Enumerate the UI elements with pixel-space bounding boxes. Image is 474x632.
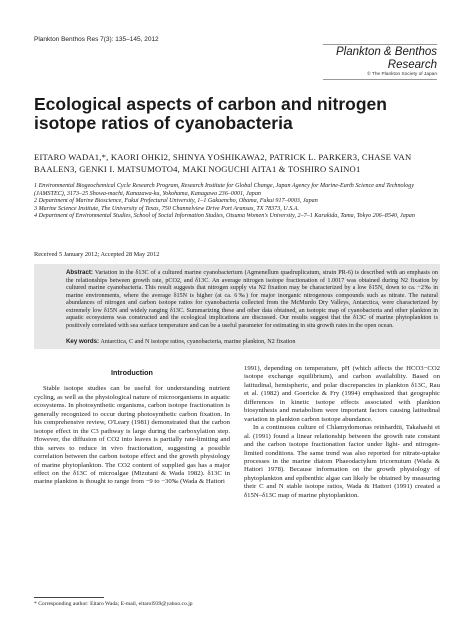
author-list: EITARO WADA1,*, KAORI OHKI2, SHINYA YOSHIKAWA2, PATRICK L. PARKER3, CHASE VAN BAALEN3, GENKI I. MATSUMOTO4, MAKI NOGUCHI AITA1 & TOSHIRO SAINO1 [34,152,412,174]
received-dates: Received 5 January 2012; Accepted 28 May 2012 [34,251,160,258]
corresponding-author-footnote: * Corresponding author: Eitaro Wada; E-mail, eitarol939@yahoo.co.jp [34,601,193,607]
footnote-divider [34,597,104,598]
journal-logo-box [323,44,437,80]
affiliation-3: 3 Marine Science Institute, The University of Texas, 750 Channelview Drive Port Aransas, TX 78373, U.S.A. [34,205,300,212]
abstract [66,269,438,330]
keywords-body: Antarctica, C and N isotope ratios, cyanobacteria, marine plankton, N2 fixation [100,339,296,345]
right-paragraph-1: 1991), depending on temperature, pH (which affects the HCO3−CO2 isotope exchange equilibrium), and carbon availability. Based on latitudinal, hemispheric, and polar discrepancies in plankton δ13C, Rau et al. (1982) and Goericke & Fry (1994) emphasized that geographic differences in kinetic isotope effects associated with plankton biosynthesis and metabolism were important factors causing latitudinal variation in plankton carbon isotope abundance. [244,365,440,423]
running-head: Plankton Benthos Res 7(3): 135–145, 2012 [34,36,159,43]
journal-name-line1: Plankton & Benthos [335,46,437,58]
journal-copyright: © The Plankton Society of Japan [367,72,437,77]
intro-paragraph-1: Stable isotope studies can be useful for understanding nutrient cycling, as well as the physiological nature of microorganisms in aquatic ecosystems. In photosynthetic organisms, carbon isotope fractionation is generally recognized to occur during photosynthetic carbon fixation. In his comprehensive review, O'Leary (1981) demonstrated that the carbon isotope effect in the C3 pathway is large during the carboxylation step. However, the diffusion of CO2 into leaves is partially rate-limiting and this serves to reduce in vivo fractionation, suggesting a possible correlation between the carbon isotope effect and the growth physiology of marine phytoplankton. The CO2 content of supplied gas has a major effect on the δ13C of microalgae (Mizutani & Wada 1982). δ13C in marine plankton is thought to range from −9 to −30‰ (Wada & Hattori [34,385,230,486]
affiliations [34,183,444,221]
abstract-body: Variation in the δ13C of a cultured marine cyanobacterium (Agmenellum quadruplicatum, strain PR-6) is described with an emphasis on the relationships between growth rate, pCO2, and δ13C. An average nitrogen isotope fractionation of 1.0017 was obtained during N2 fixation by cultured marine cyanobacteria. This result suggests that nitrogen supply via N2 fixation may be characterized by a low δ15N, down to ca. −2‰ in marine environments, where the average δ15N is higher (at ca. 6‰) for major inorganic nitrogenous compounds such as nitrate. The natural abundances of nitrogen and carbon isotope ratios for cyanobacteria collected from the McMurdo Dry Valleys, Antarctica, were characterized by extremely low δ15N and widely ranging δ13C. Summarizing these and other data obtained, an isotopic map of cyanobacteria and other plankton in aquatic ecosystems was constructed and the ecological implications are discussed. Our results suggest that the δ13C of marine phytoplankton is positively correlated with sea surface temperature and can be a useful parameter for estimating in situ growth rates in the open ocean. [66,270,439,329]
paper-title: Ecological aspects of carbon and nitrogen isotope ratios of cyanobacteria [34,94,387,133]
keywords [66,338,438,345]
section-heading-introduction: Introduction [111,368,153,377]
right-paragraph-2: In a continuous culture of Chlamydomonas reinhardtii, Takahashi et al. (1991) found a linear relationship between the growth rate constant and the carbon isotope fractionation factor under light- and nitrogen-limited conditions. The same trend was also reported for nitrate-uptake processes in the marine diatom Phaeodactylum tricornutum (Wada & Hattori 1978). Because information on the growth physiology of phytoplankton and epibenthic algae can likely be obtained by measuring their C and N stable isotope ratios, Wada & Hattori (1991) created a δ15N–δ13C map of marine phytoplankton. [244,424,440,499]
left-column [34,365,230,487]
right-column [244,365,440,500]
abstract-label: Abstract: [66,269,93,276]
affiliation-4: 4 Department of Environmental Studies, School of Social Information Studies, Otsuma Women's University, 2–7–1 Karakida, Tama, Tokyo 206–8540, Japan [34,213,415,220]
keywords-label: Key words: [66,338,100,345]
affiliation-1: 1 Environmental Biogeochemical Cycle Research Program, Research Institute for Global Change, Japan Agency for Marine-Earth Science and Technology (JAMSTEC), 3173–25 Showa-machi, Kanazawa-ku, Yokohama, Kanagawa 236–0001, Japan [34,183,415,197]
journal-name-line2: Research [387,59,437,71]
affiliation-2: 2 Department of Marine Bioscience, Fukui Prefectural University, 1–1 Gakuencho, Obama, Fukui 917–0003, Japan [34,198,318,205]
